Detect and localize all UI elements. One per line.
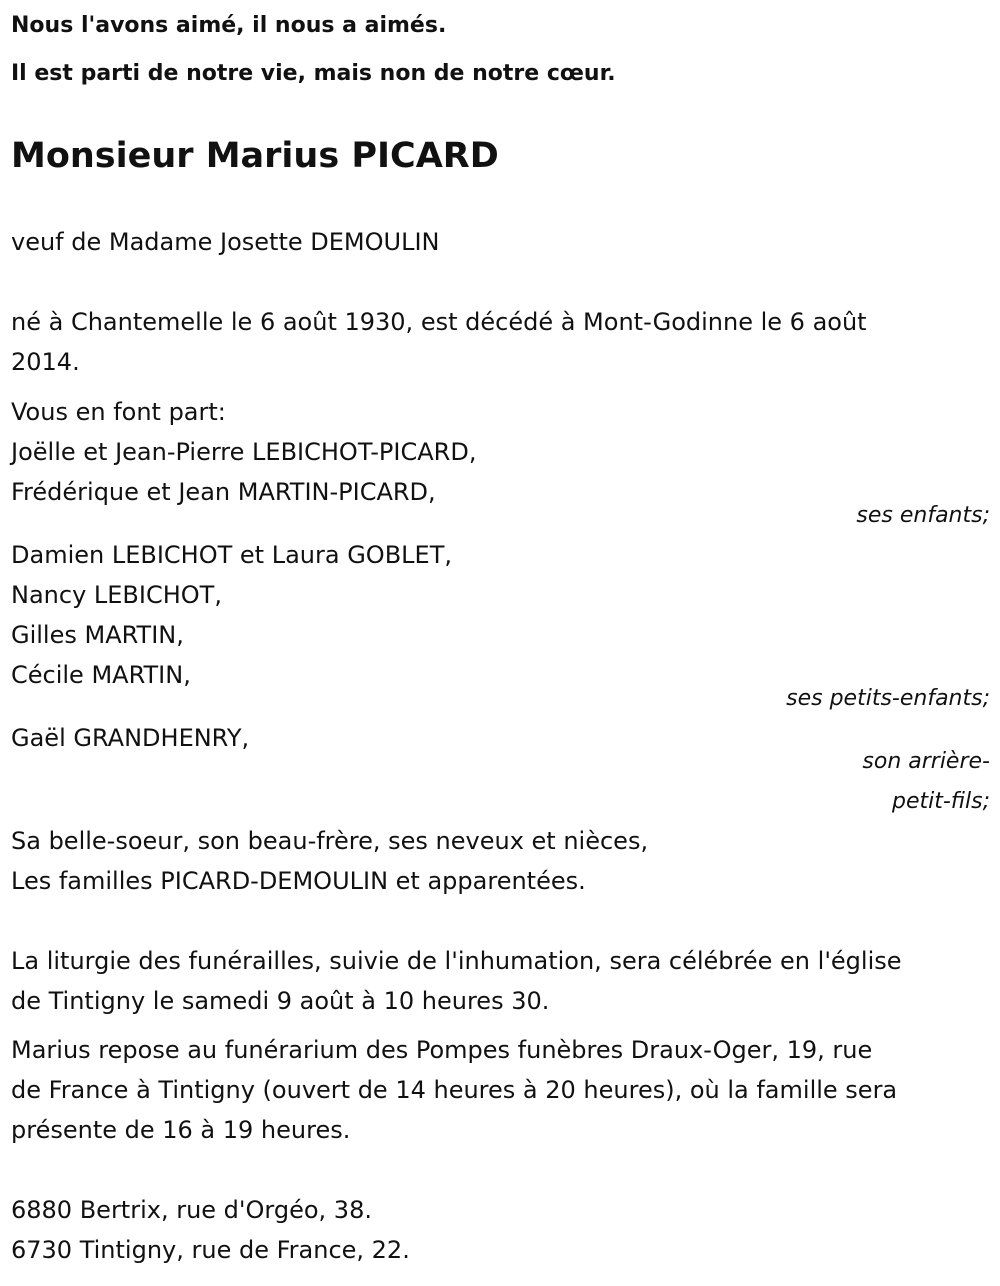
address-line: 6730 Tintigny, rue de France, 22. [11,1236,410,1264]
deceased-name: Monsieur Marius PICARD [11,136,499,176]
great-grandchild-label-line-1: son arrière- [862,749,990,774]
widow-line: veuf de Madame Josette DEMOULIN [11,228,440,256]
child-line: Joëlle et Jean-Pierre LEBICHOT-PICARD, [11,438,477,466]
repose-line-2: de France à Tintigny (ouvert de 14 heures à 20 heures), où la famille sera [11,1076,898,1104]
birth-death-line-2: 2014. [11,348,80,376]
liturgy-line-1: La liturgie des funérailles, suivie de l'inhumation, sera célébrée en l'église [11,947,902,975]
relatives-line: Les familles PICARD-DEMOULIN et apparentées. [11,867,586,895]
grandchildren-label: ses petits-enfants; [786,686,990,711]
liturgy-line-2: de Tintigny le samedi 9 août à 10 heures 30. [11,987,550,1015]
grandchild-line: Gilles MARTIN, [11,621,184,649]
child-line: Frédérique et Jean MARTIN-PICARD, [11,478,436,506]
epigraph-line-2: Il est parti de notre vie, mais non de notre cœur. [11,61,616,86]
great-grandchild-label-line-2: petit-fils; [891,789,990,814]
address-line: 6880 Bertrix, rue d'Orgéo, 38. [11,1196,372,1224]
announcement-intro: Vous en font part: [11,398,226,426]
grandchild-line: Nancy LEBICHOT, [11,581,222,609]
birth-death-line-1: né à Chantemelle le 6 août 1930, est décédé à Mont-Godinne le 6 août [11,308,867,336]
grandchild-line: Damien LEBICHOT et Laura GOBLET, [11,541,452,569]
repose-line-3: présente de 16 à 19 heures. [11,1116,351,1144]
repose-line-1: Marius repose au funérarium des Pompes funèbres Draux-Oger, 19, rue [11,1036,873,1064]
relatives-line: Sa belle-soeur, son beau-frère, ses neveux et nièces, [11,827,649,855]
great-grandchild-line: Gaël GRANDHENRY, [11,724,250,752]
epigraph-line-1: Nous l'avons aimé, il nous a aimés. [11,13,447,38]
grandchild-line: Cécile MARTIN, [11,661,191,689]
children-label: ses enfants; [856,503,990,528]
